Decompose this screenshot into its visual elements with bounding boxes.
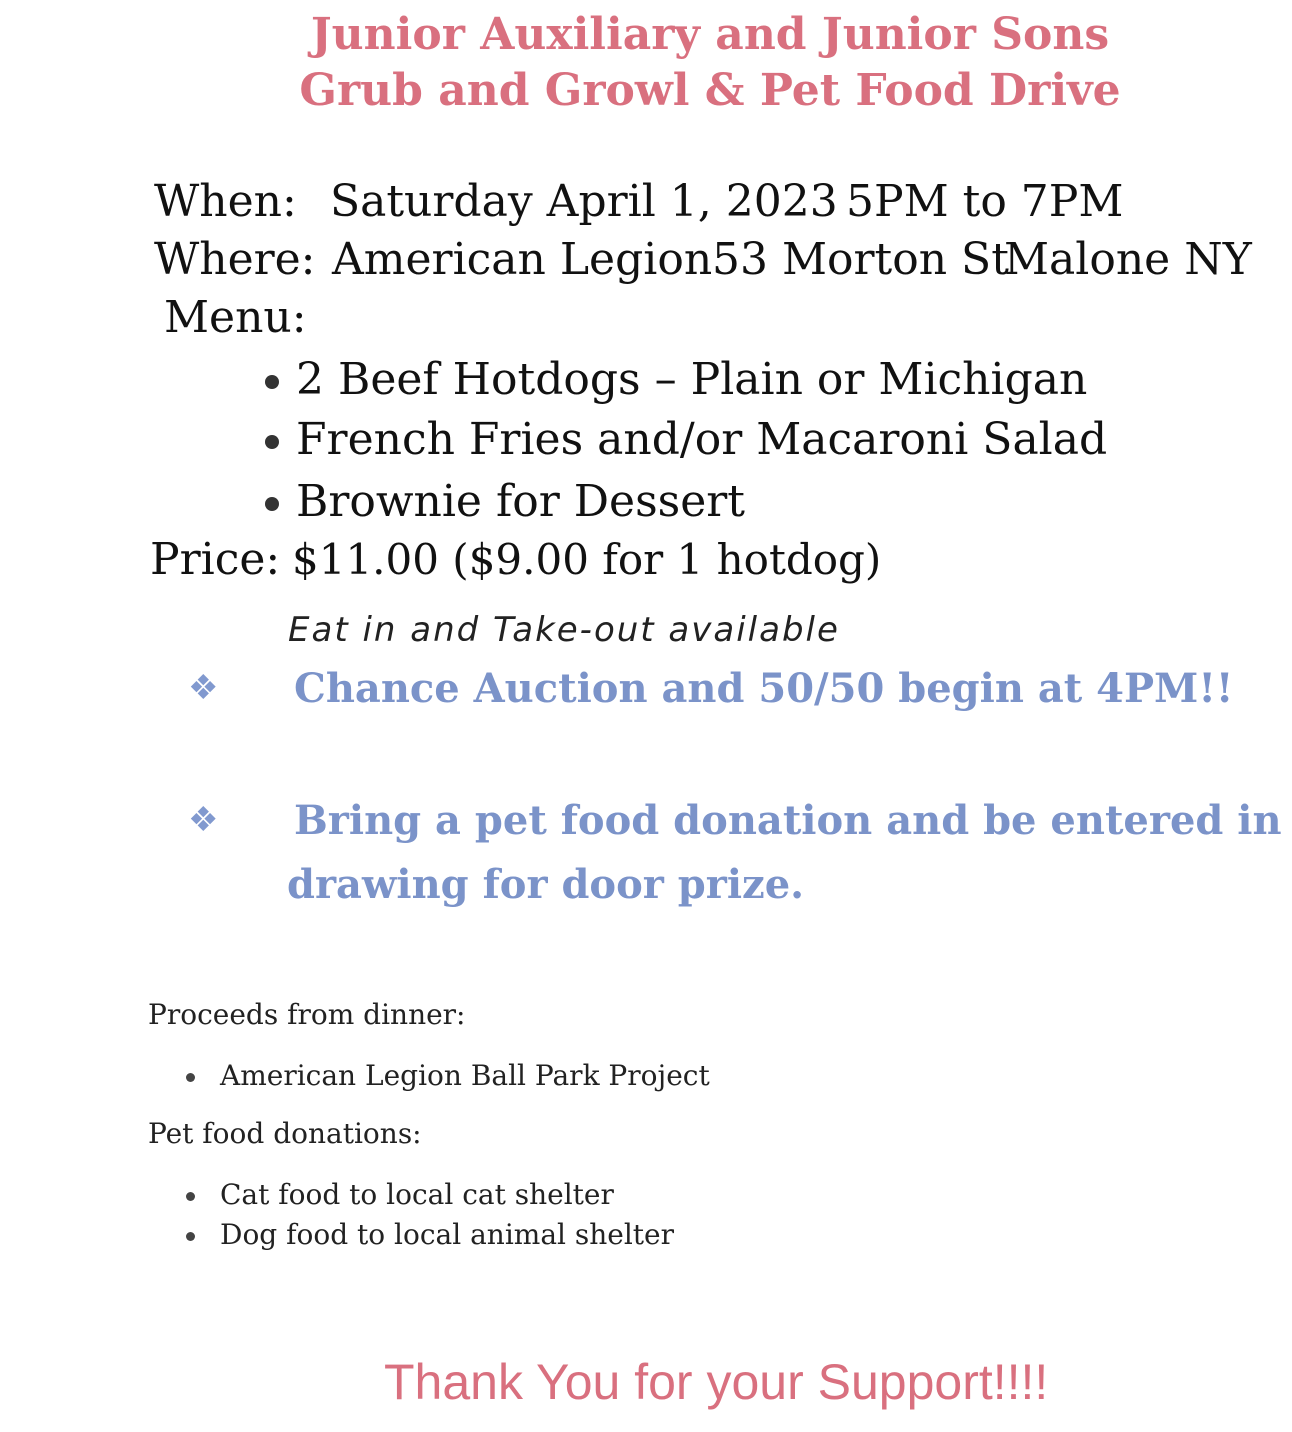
- where-label: Where:: [154, 234, 316, 285]
- pet-food-item: Cat food to local cat shelter: [220, 1178, 614, 1211]
- donation-note-line-2: drawing for door prize.: [287, 861, 805, 908]
- menu-item: French Fries and/or Macaroni Salad: [296, 414, 1108, 465]
- menu-label: Menu:: [164, 292, 307, 343]
- bullet-icon: [265, 435, 279, 449]
- diamond-bullet-icon: ❖: [188, 668, 219, 708]
- bullet-icon: [186, 1073, 195, 1082]
- diamond-bullet-icon: ❖: [188, 800, 219, 840]
- bullet-icon: [265, 375, 279, 389]
- when-time: 5PM to 7PM: [846, 176, 1124, 227]
- handwritten-note: Eat in and Take-out available: [288, 610, 840, 650]
- price-value: $11.00 ($9.00 for 1 hotdog): [292, 535, 882, 584]
- donation-note-line-1: Bring a pet food donation and be entered in: [294, 797, 1282, 844]
- bullet-icon: [186, 1232, 195, 1241]
- pet-food-item: Dog food to local animal shelter: [220, 1218, 675, 1251]
- thank-you-message: Thank You for your Support!!!!: [384, 1354, 1049, 1410]
- price-label: Price:: [150, 534, 281, 585]
- title-line-2: Grub and Growl & Pet Food Drive: [299, 65, 1121, 116]
- title-line-1: Junior Auxiliary and Junior Sons: [310, 9, 1110, 60]
- menu-item: 2 Beef Hotdogs – Plain or Michigan: [296, 354, 1088, 405]
- when-label: When:: [154, 176, 297, 227]
- auction-note: Chance Auction and 50/50 begin at 4PM!!: [294, 665, 1234, 712]
- when-date: Saturday April 1, 2023: [330, 176, 838, 227]
- proceeds-label: Proceeds from dinner:: [148, 998, 466, 1031]
- where-address: 53 Morton St: [712, 234, 1009, 285]
- menu-item: Brownie for Dessert: [296, 476, 745, 527]
- bullet-icon: [265, 497, 279, 511]
- where-venue: American Legion: [332, 234, 713, 285]
- where-city: Malone NY: [1004, 234, 1252, 285]
- pet-food-label: Pet food donations:: [148, 1117, 422, 1150]
- proceeds-item: American Legion Ball Park Project: [220, 1059, 710, 1092]
- bullet-icon: [186, 1192, 195, 1201]
